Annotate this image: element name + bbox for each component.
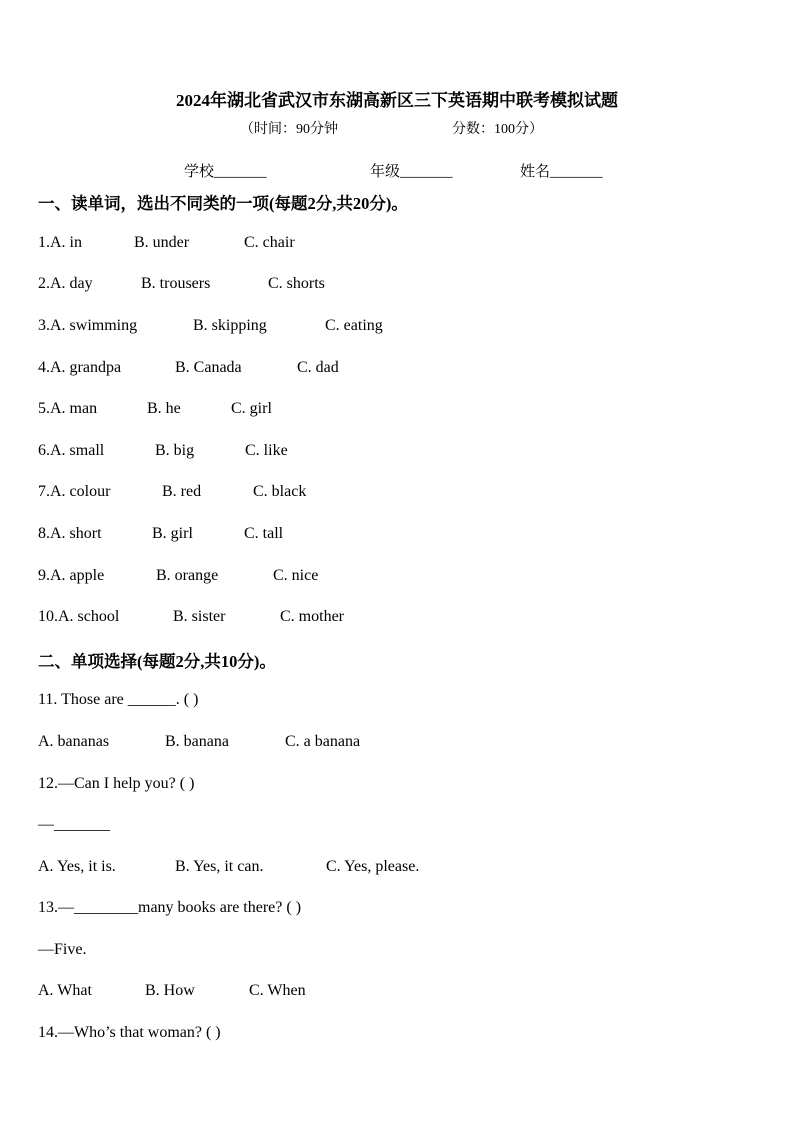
question-row — [38, 234, 295, 252]
question-number: 2. — [38, 275, 50, 292]
exam-score: 分数：100分） — [452, 122, 543, 137]
question-row — [38, 359, 339, 377]
question-number: 4. — [38, 359, 50, 376]
option-c: C. a banana — [285, 733, 361, 750]
option-c: C. eating — [325, 317, 383, 334]
option-c: C. girl — [231, 400, 272, 417]
answer-blank: —_______ — [38, 816, 110, 833]
question-row — [38, 400, 272, 418]
answer-line: —Five. — [38, 941, 87, 958]
option-b: B. red — [162, 483, 202, 500]
option-c: C. like — [245, 442, 288, 459]
option-b: B. skipping — [193, 317, 267, 334]
section-1-heading: 一、读单词，选出不同类的一项(每题2分,共20分)。 — [38, 194, 408, 213]
option-b: B. banana — [165, 733, 229, 750]
question-row — [38, 982, 306, 1000]
option-a: A. bananas — [38, 733, 110, 750]
option-c: C. nice — [273, 567, 319, 584]
question-row — [38, 275, 325, 293]
question-row — [38, 317, 383, 335]
question-row — [38, 608, 344, 626]
option-b: B. under — [134, 234, 190, 251]
question-number: 3. — [38, 317, 50, 334]
option-b: B. girl — [152, 525, 193, 542]
option-b: B. orange — [156, 567, 219, 584]
question-row — [38, 567, 318, 585]
option-b: B. Yes, it can. — [175, 858, 264, 875]
question-number: 10. — [38, 608, 58, 625]
option-b: B. How — [145, 982, 195, 999]
question-number: 9. — [38, 567, 50, 584]
option-a: A. What — [38, 982, 92, 999]
question-row — [38, 442, 288, 460]
option-b: B. trousers — [141, 275, 211, 292]
exam-time: （时间：90分钟 — [240, 122, 338, 137]
question-number: 5. — [38, 400, 50, 417]
question-row — [38, 483, 306, 501]
option-b: B. sister — [173, 608, 226, 625]
option-a: A. apple — [50, 567, 105, 584]
option-a: A. school — [58, 608, 120, 625]
option-c: C. shorts — [268, 275, 325, 292]
question-number: 8. — [38, 525, 50, 542]
question-number: 7. — [38, 483, 50, 500]
option-a: A. short — [50, 525, 102, 542]
question-12: 12.—Can I help you? ( ) — [38, 775, 195, 792]
question-11: 11. Those are ______. ( ) — [38, 691, 199, 708]
option-b: B. Canada — [175, 359, 242, 376]
question-14: 14.—Who’s that woman? ( ) — [38, 1024, 221, 1041]
question-13: 13.—________many books are there? ( ) — [38, 899, 302, 916]
question-row — [38, 858, 419, 876]
page-title: 2024年湖北省武汉市东湖高新区三下英语期中联考模拟试题 — [176, 91, 618, 110]
section-2-heading: 二、单项选择(每题2分,共10分)。 — [38, 652, 276, 671]
option-a: A. swimming — [50, 317, 138, 334]
school-field: 学校_______ — [184, 164, 267, 180]
question-row — [38, 733, 360, 751]
question-number: 6. — [38, 442, 50, 459]
option-c: C. tall — [244, 525, 284, 542]
option-c: C. black — [253, 483, 307, 500]
name-field: 姓名_______ — [520, 164, 603, 180]
question-number: 1. — [38, 234, 50, 251]
option-c: C. chair — [244, 234, 295, 251]
option-a: A. grandpa — [50, 359, 122, 376]
option-b: B. he — [147, 400, 181, 417]
option-a: A. Yes, it is. — [38, 858, 116, 875]
option-c: C. mother — [280, 608, 344, 625]
question-row — [38, 525, 283, 543]
option-c: C. Yes, please. — [326, 858, 420, 875]
option-c: C. When — [249, 982, 306, 999]
option-a: A. colour — [50, 483, 111, 500]
option-a: A. in — [50, 234, 82, 251]
grade-field: 年级_______ — [370, 164, 453, 180]
option-b: B. big — [155, 442, 195, 459]
option-c: C. dad — [297, 359, 339, 376]
option-a: A. day — [50, 275, 93, 292]
option-a: A. small — [50, 442, 105, 459]
option-a: A. man — [50, 400, 98, 417]
